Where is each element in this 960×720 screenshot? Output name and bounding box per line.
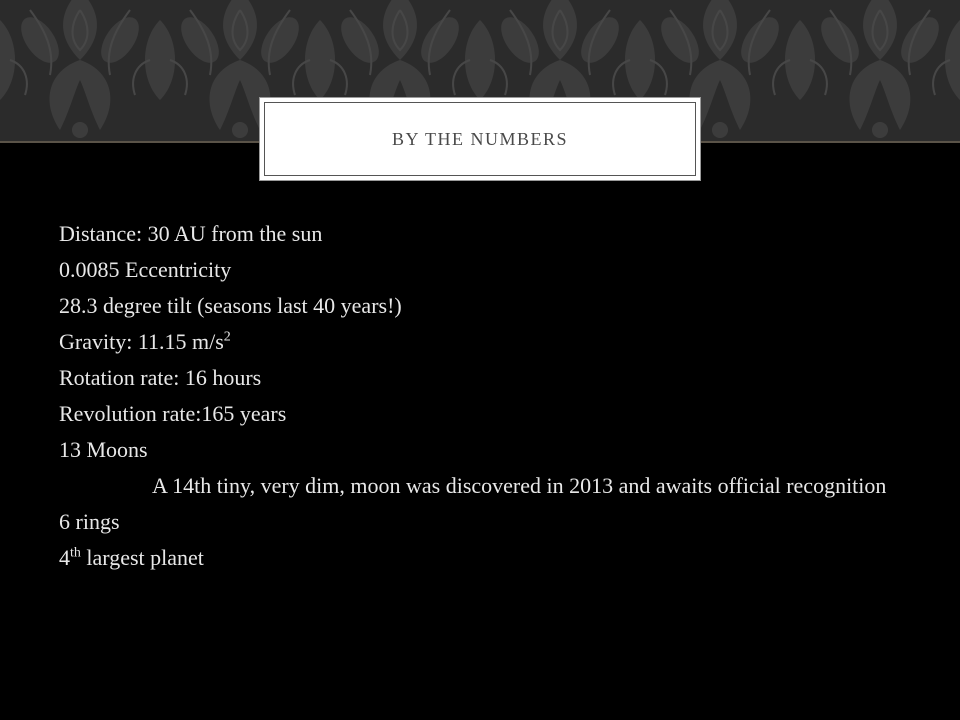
fact-revolution: Revolution rate:165 years bbox=[59, 401, 287, 426]
fact-size-number: 4 bbox=[59, 545, 70, 570]
fact-tilt: 28.3 degree tilt (seasons last 40 years!) bbox=[59, 293, 402, 318]
fact-size-rank bbox=[59, 540, 899, 576]
slide-title: BY THE NUMBERS bbox=[391, 128, 569, 149]
facts-list bbox=[59, 216, 899, 576]
fact-gravity-exponent: 2 bbox=[223, 329, 231, 345]
fact-gravity bbox=[59, 324, 899, 360]
fact-size-ordinal: th bbox=[70, 545, 81, 561]
fact-size-text: largest planet bbox=[80, 545, 204, 570]
title-box bbox=[259, 97, 701, 181]
fact-eccentricity: 0.0085 Eccentricity bbox=[59, 257, 232, 282]
fact-distance: Distance: 30 AU from the sun bbox=[59, 221, 323, 246]
fact-rotation: Rotation rate: 16 hours bbox=[59, 365, 262, 390]
fact-gravity-text: Gravity: 11.15 m/s bbox=[59, 329, 224, 354]
fact-rings: 6 rings bbox=[59, 509, 120, 534]
fact-moons: 13 Moons bbox=[59, 437, 148, 462]
fact-14th-moon: A 14th tiny, very dim, moon was discovered in 2013 and awaits official recognition bbox=[152, 473, 887, 498]
title-frame bbox=[264, 102, 696, 176]
